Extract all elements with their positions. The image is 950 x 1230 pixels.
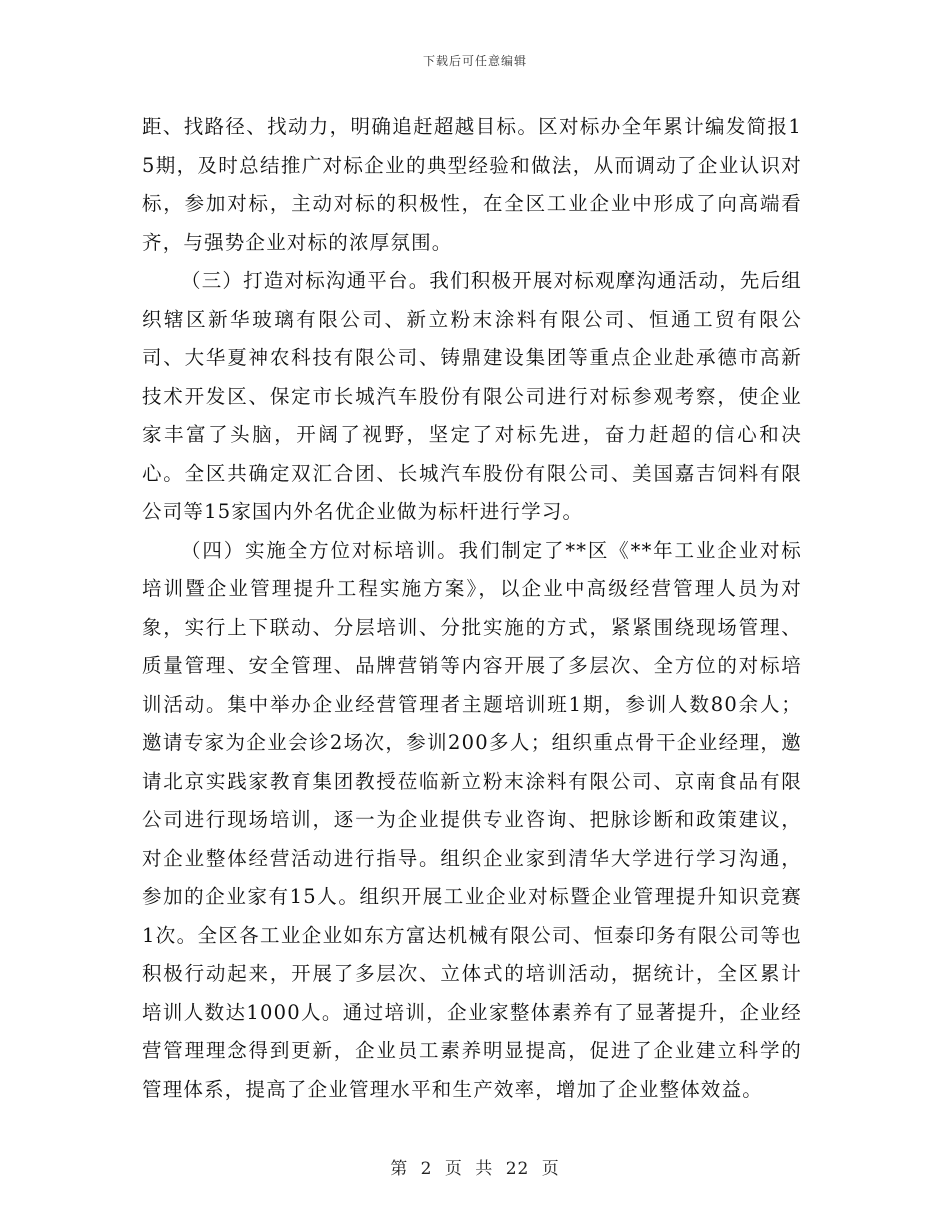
page-number-footer: 第 2 页 共 22 页 <box>390 1159 560 1179</box>
page-header: 下载后可任意编辑 <box>422 54 527 68</box>
paragraph-continuation: 距、找路径、找动力，明确追赶超越目标。区对标办全年累计编发简报15期，及时总结推广对标企业的典型经验和做法，从而调动了企业认识对标，参加对标，主动对标的积极性，在全区工业企业中形成了向高端看齐，与强势企业对标的浓厚氛围。 <box>142 115 802 254</box>
paragraph-communication-platform: （三）打造对标沟通平台。我们积极开展对标观摩沟通活动，先后组织辖区新华玻璃有限公司、新立粉末涂料有限公司、恒通工贸有限公司、大华夏神农科技有限公司、铸鼎建设集团等重点企业赴承德市高新技术开发区、保定市长城汽车股份有限公司进行对标参观考察，使企业家丰富了头脑，开阔了视野，坚定了对标先进，奋力赶超的信心和决心。全区共确定双汇合团、长城汽车股份有限公司、美国嘉吉饲料有限公司等15家国内外名优企业做为标杆进行学习。 <box>142 269 803 523</box>
document-body <box>142 108 802 1109</box>
paragraph-training: （四）实施全方位对标培训。我们制定了**区《**年工业企业对标培训暨企业管理提升工程实施方案》，以企业中高级经营管理人员为对象，实行上下联动、分层培训、分批实施的方式，紧紧围绕现场管理、质量管理、安全管理、品牌营销等内容开展了多层次、全方位的对标培训活动。集中举办企业经营管理者主题培训班1期，参训人数80余人；邀请专家为企业会诊2场次，参训200多人；组织重点骨干企业经理，邀请北京实践家教育集团教授莅临新立粉末涂料有限公司、京南食品有限公司进行现场培训，逐一为企业提供专业咨询、把脉诊断和政策建议，对企业整体经营活动进行指导。组织企业家到清华大学进行学习沟通，参加的企业家有15人。组织开展工业企业对标暨企业管理提升知识竞赛1次。全区各工业企业如东方富达机械有限公司、恒泰印务有限公司等也积极行动起来，开展了多层次、立体式的培训活动，据统计，全区累计培训人数达1000人。通过培训，企业家整体素养有了显著提升，企业经营管理理念得到更新，企业员工素养明显提高，促进了企业建立科学的管理体系，提高了企业管理水平和生产效率，增加了企业整体效益。 <box>142 538 802 1101</box>
